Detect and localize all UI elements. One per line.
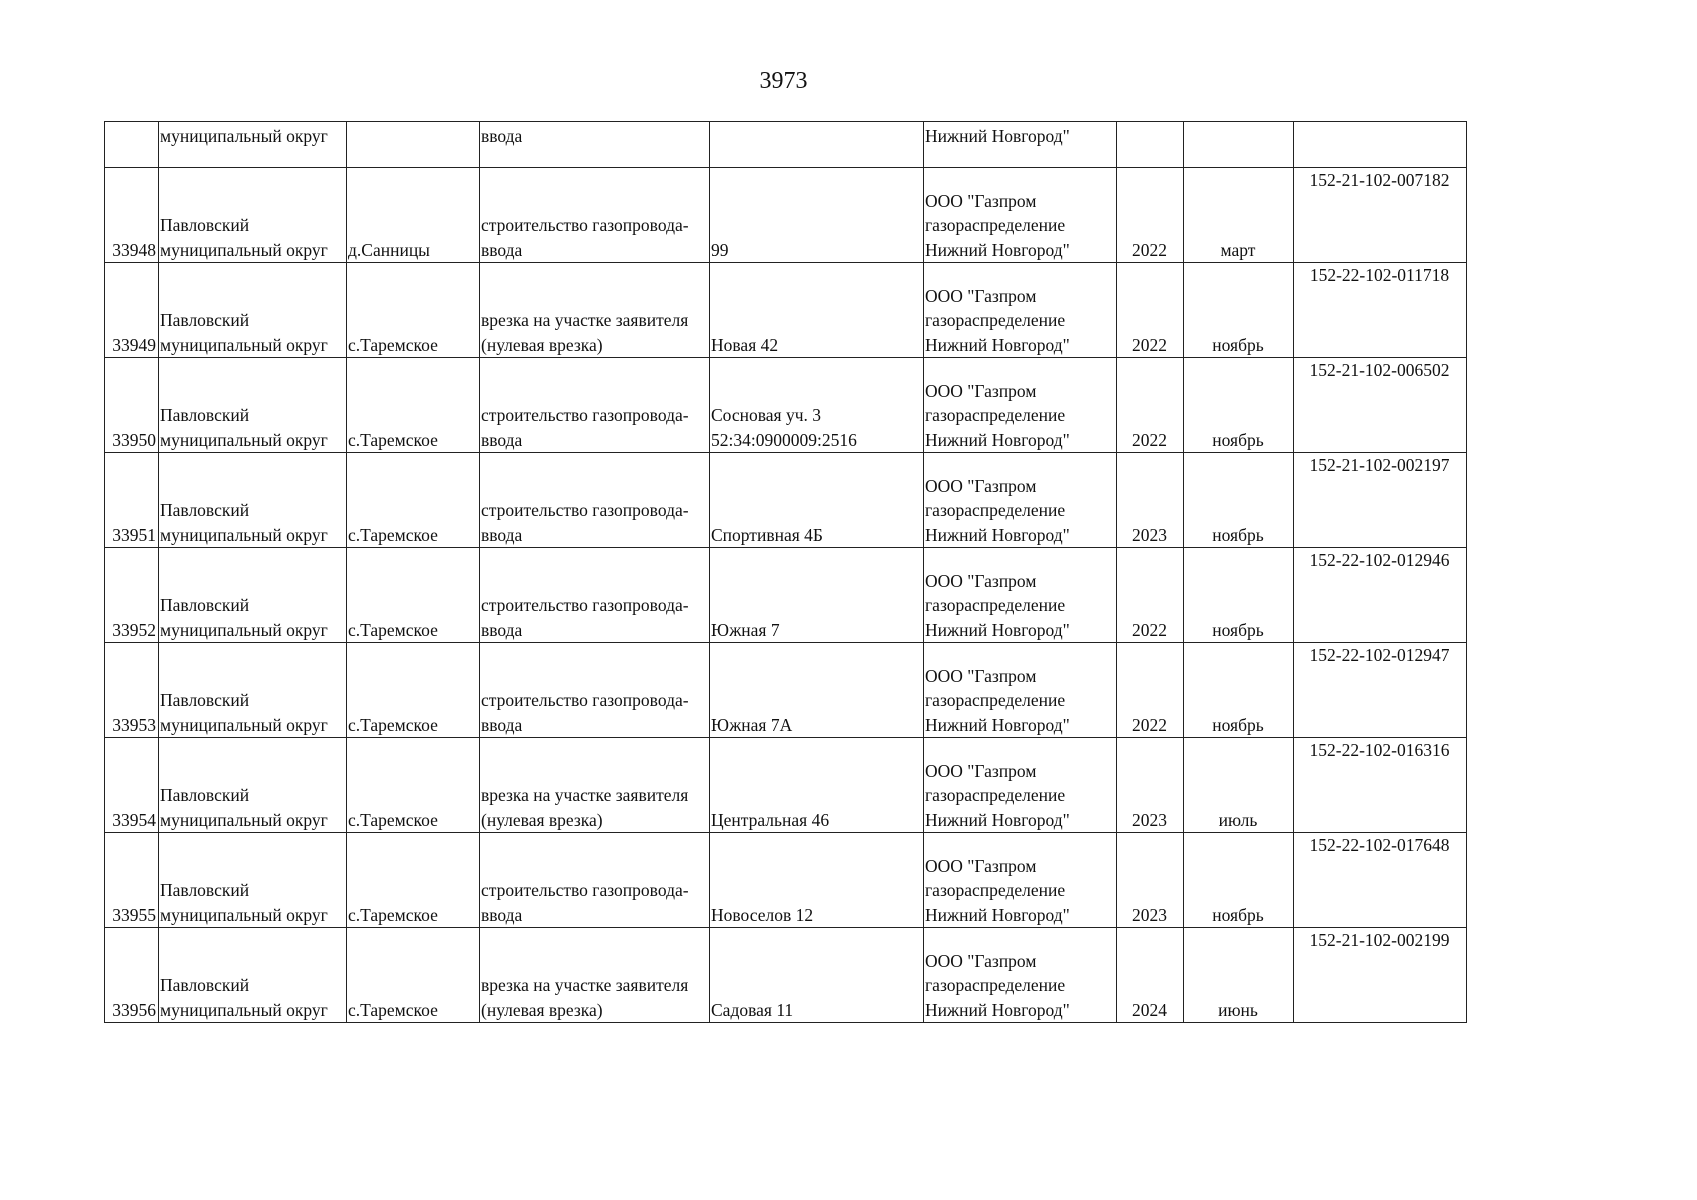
cell-district-line: Павловский — [160, 310, 250, 330]
cell-organization-line: Нижний Новгород" — [925, 619, 1070, 640]
cell-organization — [924, 263, 1117, 358]
cell-settlement — [347, 122, 480, 168]
cell-request-code: 152-22-102-012946 — [1294, 548, 1467, 643]
cell-organization-line: Нижний Новгород" — [925, 239, 1070, 260]
cell-work-type-line: врезка на участке заявителя — [481, 310, 689, 330]
table-row-continuation — [105, 122, 1467, 168]
cell-settlement: с.Таремское — [347, 738, 480, 833]
cell-year: 2022 — [1117, 263, 1184, 358]
cell-address-line: Спортивная 4Б — [711, 524, 823, 545]
cell-year: 2022 — [1117, 548, 1184, 643]
cell-district — [159, 263, 347, 358]
cell-year: 2022 — [1117, 168, 1184, 263]
cell-organization-line: Нижний Новгород" — [925, 809, 1070, 830]
cell-district-line: Павловский — [160, 785, 250, 805]
cell-organization-line: газораспределение — [925, 405, 1066, 425]
cell-request-code — [1294, 122, 1467, 168]
cell-request-code: 152-21-102-002197 — [1294, 453, 1467, 548]
cell-district-line: Павловский — [160, 880, 250, 900]
cell-organization-line: ООО "Газпром — [925, 285, 1037, 306]
cell-address-line: Южная 7 — [711, 619, 780, 640]
cell-district: муниципальный округ — [159, 122, 347, 168]
cell-request-code: 152-22-102-017648 — [1294, 833, 1467, 928]
cell-district — [159, 358, 347, 453]
cell-district — [159, 453, 347, 548]
cell-month: март — [1184, 168, 1294, 263]
table-row — [105, 168, 1467, 263]
cell-address-line: Новоселов 12 — [711, 904, 814, 925]
cell-organization-line: Нижний Новгород" — [925, 999, 1070, 1020]
cell-request-code: 152-21-102-006502 — [1294, 358, 1467, 453]
cell-address-line: Новая 42 — [711, 334, 779, 355]
cell-work-type-line: ввода — [481, 239, 523, 260]
page-number: 3973 — [759, 68, 808, 94]
cell-address-line: Центральная 46 — [711, 809, 830, 830]
cell-work-type-line: строительство газопровода- — [481, 215, 689, 235]
cell-work-type-line: ввода — [481, 714, 523, 735]
cell-district-line: муниципальный округ — [160, 809, 328, 830]
cell-number: 33950 — [105, 358, 159, 453]
table-row — [105, 453, 1467, 548]
table-row — [105, 643, 1467, 738]
cell-number: 33953 — [105, 643, 159, 738]
cell-organization-line: газораспределение — [925, 690, 1066, 710]
table-row — [105, 263, 1467, 358]
table-row — [105, 358, 1467, 453]
cell-district-line: муниципальный округ — [160, 524, 328, 545]
cell-district-line: Павловский — [160, 595, 250, 615]
cell-work-type-line: врезка на участке заявителя — [481, 975, 689, 995]
cell-request-code: 152-22-102-016316 — [1294, 738, 1467, 833]
cell-district — [159, 643, 347, 738]
cell-address — [710, 548, 924, 643]
cell-work-type-line: врезка на участке заявителя — [481, 785, 689, 805]
cell-month: июль — [1184, 738, 1294, 833]
cell-year: 2024 — [1117, 928, 1184, 1023]
cell-organization — [924, 738, 1117, 833]
cell-district-line: муниципальный округ — [160, 714, 328, 735]
cell-work-type — [480, 928, 710, 1023]
cell-number: 33952 — [105, 548, 159, 643]
cell-organization-line: газораспределение — [925, 215, 1066, 235]
cell-work-type-line: (нулевая врезка) — [481, 999, 603, 1020]
cell-district-line: муниципальный округ — [160, 904, 328, 925]
cell-district — [159, 928, 347, 1023]
cell-organization-line: Нижний Новгород" — [925, 904, 1070, 925]
cell-settlement: с.Таремское — [347, 833, 480, 928]
cell-number — [105, 122, 159, 168]
cell-work-type — [480, 358, 710, 453]
cell-address — [710, 168, 924, 263]
cell-request-code: 152-22-102-012947 — [1294, 643, 1467, 738]
cell-number: 33948 — [105, 168, 159, 263]
cell-settlement: с.Таремское — [347, 358, 480, 453]
cell-month: ноябрь — [1184, 643, 1294, 738]
cell-address-line: 52:34:0900009:2516 — [711, 429, 857, 450]
cell-work-type-line: ввода — [481, 904, 523, 925]
table-body — [105, 122, 1467, 1023]
cell-district — [159, 168, 347, 263]
cell-organization-line: ООО "Газпром — [925, 475, 1037, 496]
cell-year — [1117, 122, 1184, 168]
cell-organization-line: ООО "Газпром — [925, 760, 1037, 781]
cell-work-type-line: строительство газопровода- — [481, 595, 689, 615]
cell-work-type — [480, 263, 710, 358]
cell-organization-line: ООО "Газпром — [925, 950, 1037, 971]
cell-settlement: с.Таремское — [347, 928, 480, 1023]
cell-year: 2022 — [1117, 358, 1184, 453]
cell-district-line: Павловский — [160, 405, 250, 425]
cell-organization-line: Нижний Новгород" — [925, 524, 1070, 545]
cell-organization-line: ООО "Газпром — [925, 190, 1037, 211]
cell-address — [710, 358, 924, 453]
cell-address — [710, 833, 924, 928]
cell-organization-line: газораспределение — [925, 975, 1066, 995]
cell-organization-line: газораспределение — [925, 595, 1066, 615]
cell-district-line: муниципальный округ — [160, 619, 328, 640]
cell-address — [710, 738, 924, 833]
cell-work-type-line: строительство газопровода- — [481, 405, 689, 425]
cell-address — [710, 928, 924, 1023]
cell-district-line: Павловский — [160, 215, 250, 235]
cell-work-type-line: ввода — [481, 429, 523, 450]
cell-number: 33949 — [105, 263, 159, 358]
cell-district-line: муниципальный округ — [160, 334, 328, 355]
cell-address — [710, 453, 924, 548]
cell-work-type-line: ввода — [481, 524, 523, 545]
cell-work-type — [480, 168, 710, 263]
cell-organization-line: ООО "Газпром — [925, 665, 1037, 686]
cell-month: ноябрь — [1184, 453, 1294, 548]
cell-organization — [924, 168, 1117, 263]
cell-district-line: муниципальный округ — [160, 239, 328, 260]
cell-organization — [924, 453, 1117, 548]
cell-address — [710, 263, 924, 358]
cell-organization-line: ООО "Газпром — [925, 855, 1037, 876]
cell-address — [710, 122, 924, 168]
cell-district — [159, 738, 347, 833]
cell-organization — [924, 548, 1117, 643]
cell-work-type-line: строительство газопровода- — [481, 880, 689, 900]
cell-organization — [924, 643, 1117, 738]
cell-work-type — [480, 548, 710, 643]
cell-organization-line: Нижний Новгород" — [925, 429, 1070, 450]
cell-number: 33956 — [105, 928, 159, 1023]
cell-address-line: Сосновая уч. 3 — [711, 405, 822, 425]
gasification-registry-table — [104, 121, 1467, 1023]
cell-organization-line: газораспределение — [925, 500, 1066, 520]
cell-work-type-line: строительство газопровода- — [481, 500, 689, 520]
cell-settlement: с.Таремское — [347, 453, 480, 548]
cell-number: 33951 — [105, 453, 159, 548]
cell-year: 2022 — [1117, 643, 1184, 738]
cell-settlement: с.Таремское — [347, 548, 480, 643]
cell-address — [710, 643, 924, 738]
cell-district-line: муниципальный округ — [160, 999, 328, 1020]
cell-work-type-line: ввода — [481, 619, 523, 640]
cell-organization-line: ООО "Газпром — [925, 570, 1037, 591]
cell-address-line: Южная 7А — [711, 714, 793, 735]
cell-address-line: 99 — [711, 239, 729, 260]
cell-year: 2023 — [1117, 738, 1184, 833]
cell-year: 2023 — [1117, 833, 1184, 928]
cell-organization: Нижний Новгород" — [924, 122, 1117, 168]
cell-organization-line: Нижний Новгород" — [925, 714, 1070, 735]
table-row — [105, 928, 1467, 1023]
cell-organization-line: газораспределение — [925, 880, 1066, 900]
cell-organization-line: Нижний Новгород" — [925, 334, 1070, 355]
cell-organization-line: газораспределение — [925, 310, 1066, 330]
cell-month: ноябрь — [1184, 833, 1294, 928]
cell-work-type: ввода — [480, 122, 710, 168]
cell-number: 33955 — [105, 833, 159, 928]
cell-month: июнь — [1184, 928, 1294, 1023]
cell-month: ноябрь — [1184, 358, 1294, 453]
cell-settlement: д.Санницы — [347, 168, 480, 263]
cell-organization — [924, 358, 1117, 453]
cell-organization-line: ООО "Газпром — [925, 380, 1037, 401]
cell-organization — [924, 833, 1117, 928]
cell-year: 2023 — [1117, 453, 1184, 548]
cell-work-type — [480, 643, 710, 738]
cell-district — [159, 833, 347, 928]
cell-organization — [924, 928, 1117, 1023]
cell-month: ноябрь — [1184, 263, 1294, 358]
cell-work-type-line: строительство газопровода- — [481, 690, 689, 710]
cell-organization-line: газораспределение — [925, 785, 1066, 805]
cell-number: 33954 — [105, 738, 159, 833]
cell-work-type-line: (нулевая врезка) — [481, 334, 603, 355]
cell-work-type — [480, 738, 710, 833]
cell-address-line: Садовая 11 — [711, 999, 794, 1020]
cell-district-line: муниципальный округ — [160, 429, 328, 450]
cell-district — [159, 548, 347, 643]
cell-request-code: 152-22-102-011718 — [1294, 263, 1467, 358]
cell-month — [1184, 122, 1294, 168]
cell-work-type — [480, 833, 710, 928]
table-row — [105, 548, 1467, 643]
cell-request-code: 152-21-102-007182 — [1294, 168, 1467, 263]
cell-work-type — [480, 453, 710, 548]
cell-work-type-line: (нулевая врезка) — [481, 809, 603, 830]
cell-district-line: Павловский — [160, 500, 250, 520]
table-row — [105, 738, 1467, 833]
cell-settlement: с.Таремское — [347, 263, 480, 358]
cell-month: ноябрь — [1184, 548, 1294, 643]
table-row — [105, 833, 1467, 928]
cell-district-line: Павловский — [160, 975, 250, 995]
cell-request-code: 152-21-102-002199 — [1294, 928, 1467, 1023]
cell-district-line: Павловский — [160, 690, 250, 710]
cell-settlement: с.Таремское — [347, 643, 480, 738]
